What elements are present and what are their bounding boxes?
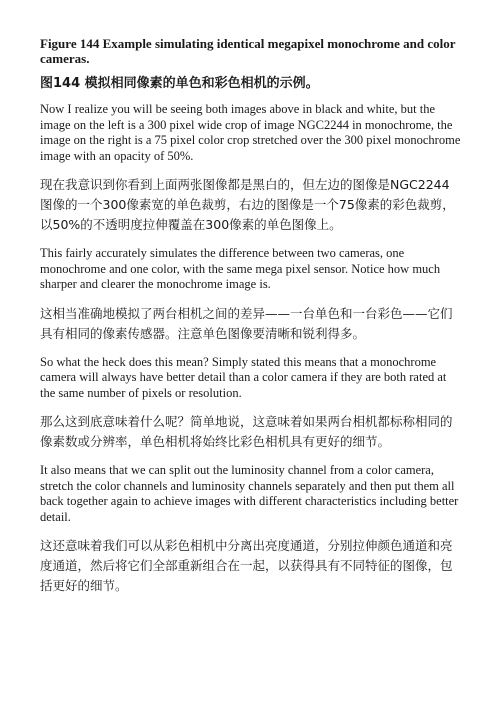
paragraph-chinese: 这还意味着我们可以从彩色相机中分离出亮度通道，分别拉伸颜色通道和亮度通道，然后将它们全部重新组合在一起，以获得具有不同特征的图像，包括更好的细节。 [40,538,453,593]
paragraph-english: It also means that we can split out the luminosity channel from a color camera, stretch the color channels and luminosity channels separately and then put them all back together again to achieve images with different characteristics including better detail. [40,463,459,524]
paragraph-chinese: 这相当准确地模拟了两台相机之间的差异——一台单色和一台彩色——它们具有相同的像素传感器。注意单色图像要清晰和锐利得多。 [40,305,453,341]
paragraph-english: This fairly accurately simulates the difference between two cameras, one monochrome and one color, with the same mega pixel sensor. Notice how much sharper and clearer the monochrome image is. [40,246,441,291]
paragraph-chinese: 那么这到底意味着什么呢？简单地说，这意味着如果两台相机都标称相同的像素数或分辨率，单色相机将始终比彩色相机具有更好的细节。 [40,414,453,449]
paragraph-english: So what the heck does this mean? Simply stated this means that a monochrome camera will always have better detail than a color camera if they are both rated at the same number of pixels or resolution. [40,354,447,400]
paragraph-english: Now I realize you will be seeing both images above in black and white, but the image on the left is a 300 pixel wide crop of image NGC2244 in monochrome, the image on the right is a 75 pixel color crop stretched over the 300 pixel monochrome image with an opacity of 50%. [40,102,461,163]
figure-caption-english: Figure 144 Example simulating identical megapixel monochrome and color cameras. [40,36,456,66]
figure-caption-chinese: 图144 模拟相同像素的单色和彩色相机的示例。 [40,76,319,91]
paragraph-chinese: 现在我意识到你看到上面两张图像都是黑白的，但左边的图像是NGC2244图像的一个300像素宽的单色裁剪，右边的图像是一个75像素的彩色裁剪，以50%的不透明度拉伸覆盖在300像素的单色图像上。 [40,177,455,232]
document-page [40,36,462,607]
